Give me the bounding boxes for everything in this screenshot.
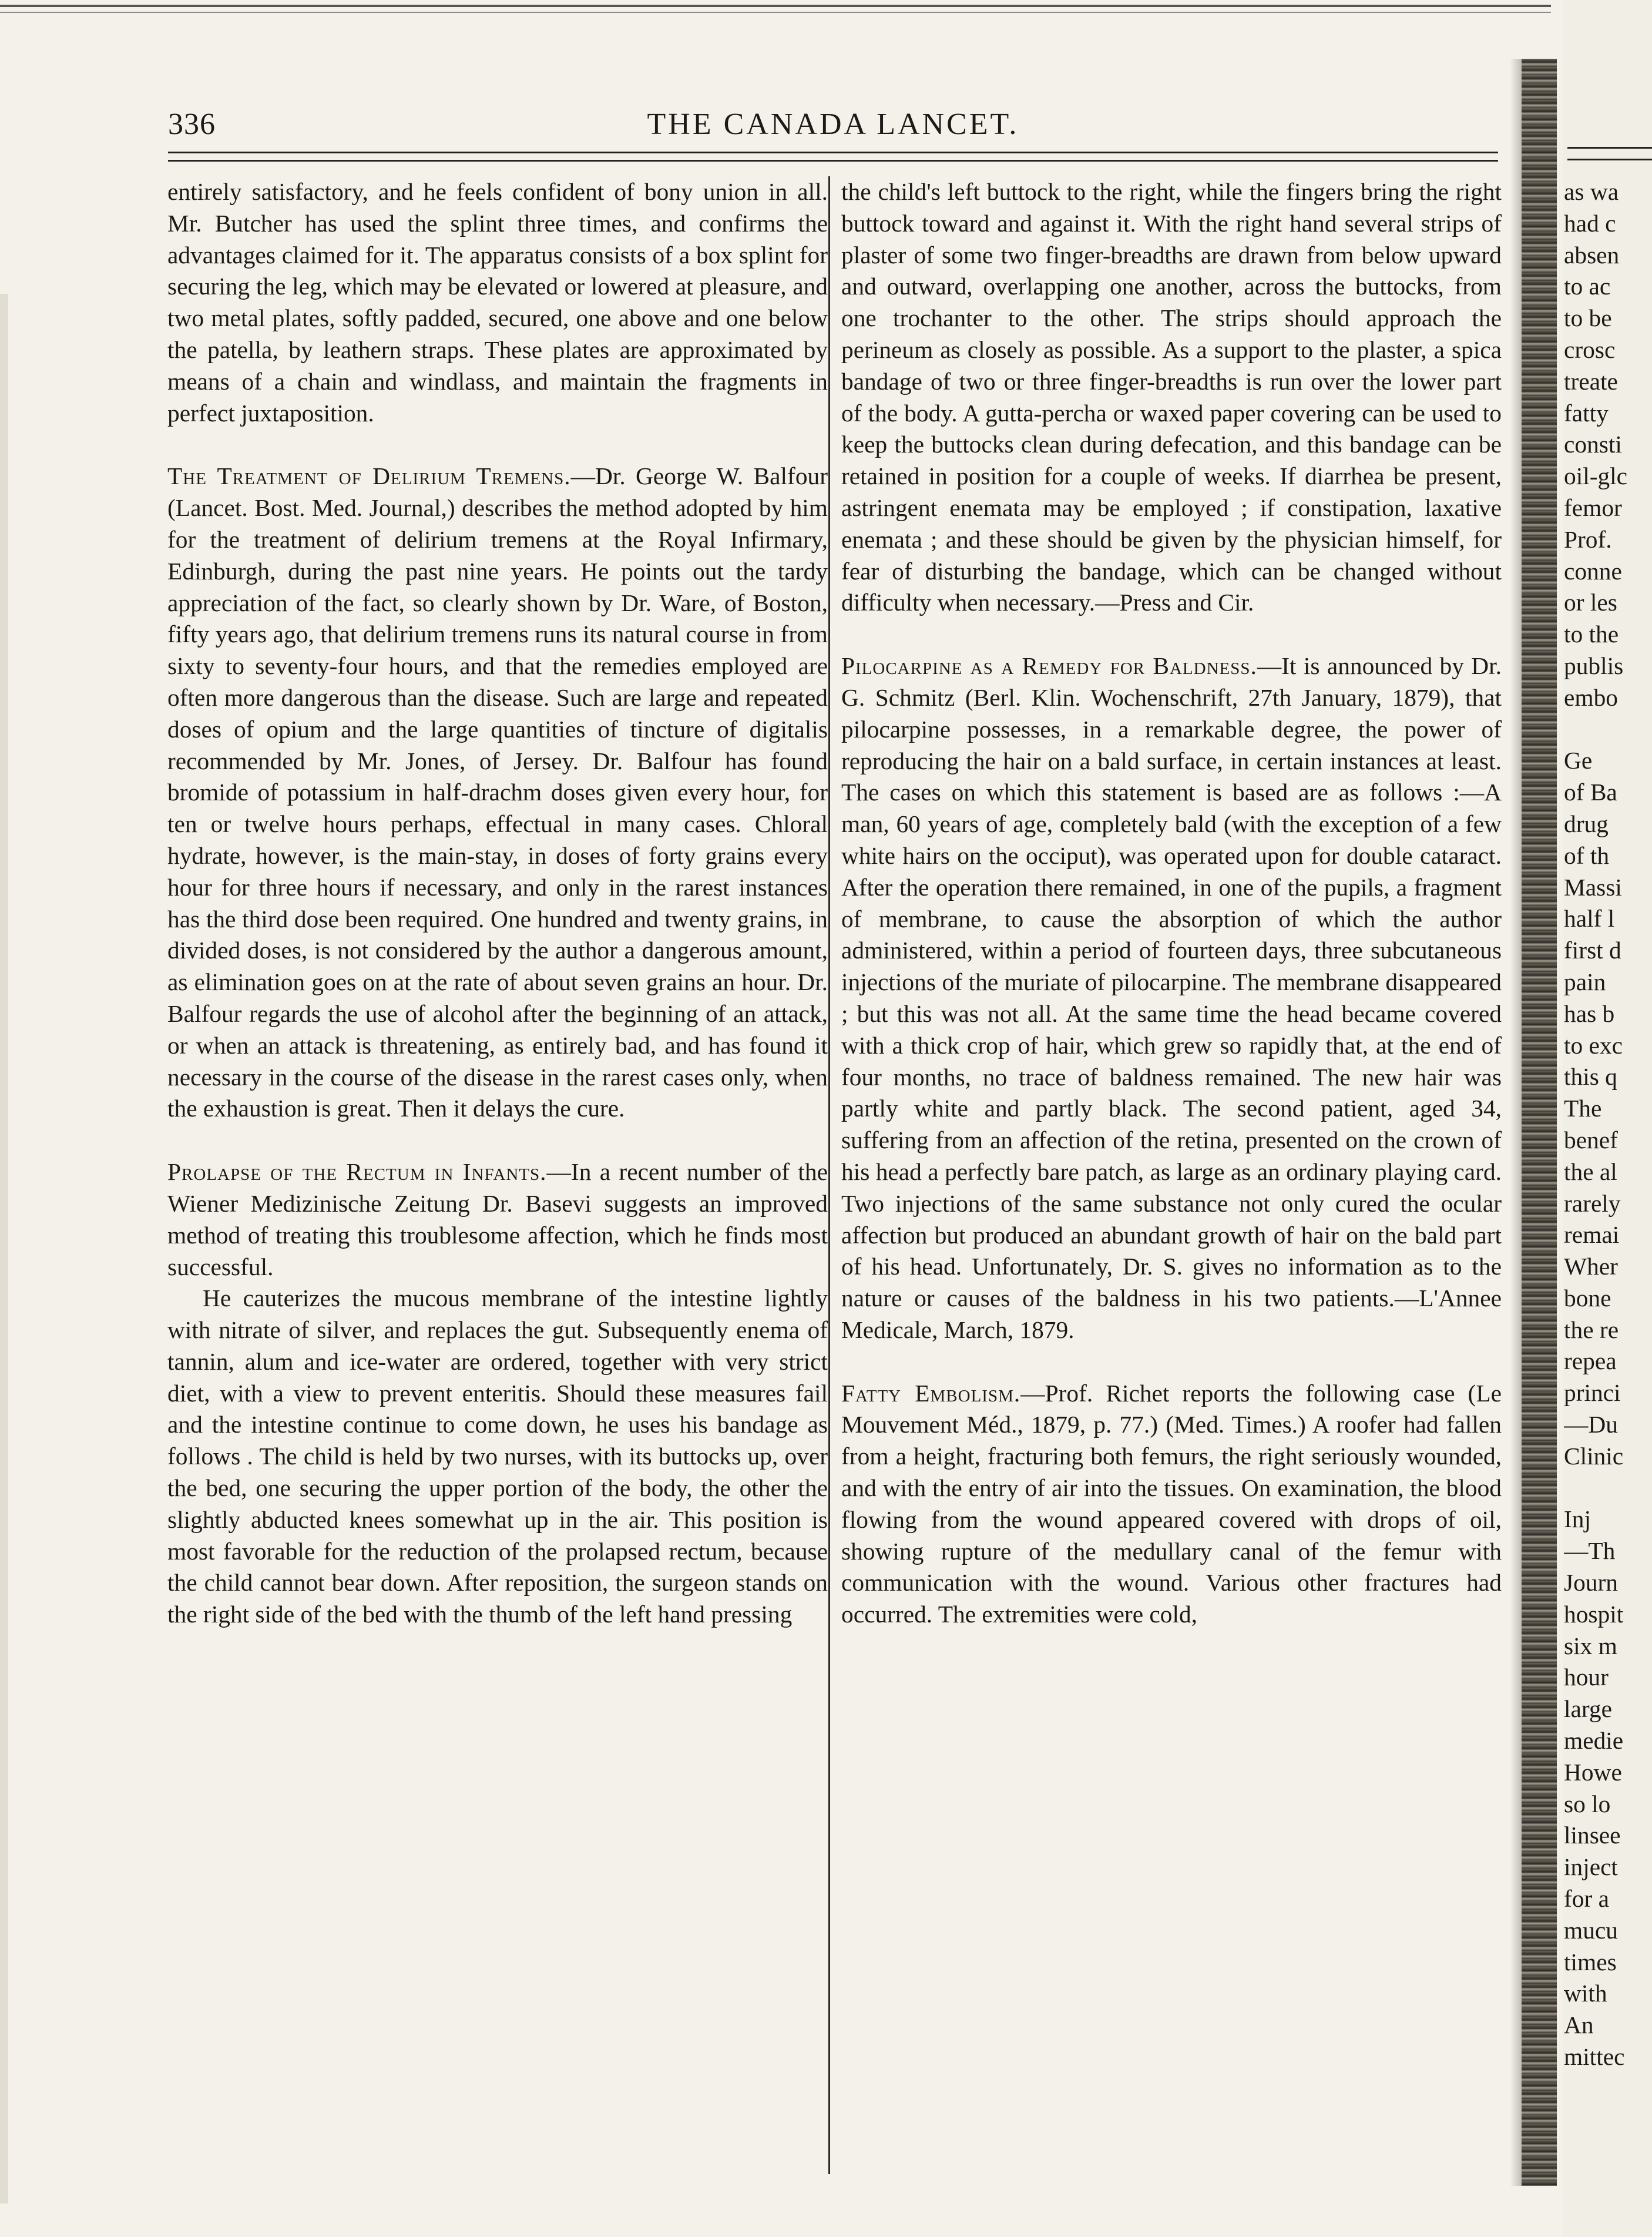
next-page-line: An [1564, 2011, 1594, 2039]
next-page-rule-2 [1567, 159, 1652, 160]
next-page-line: this q [1564, 1063, 1617, 1091]
next-page-line: conne [1564, 557, 1622, 585]
page-header [168, 107, 1498, 142]
body-paragraph [841, 176, 1502, 619]
next-page-line: to be [1564, 304, 1612, 332]
next-page-line: oil-glc [1564, 462, 1628, 490]
next-page-line: half l [1564, 905, 1615, 933]
next-page-line: embo [1564, 683, 1618, 711]
next-page-line: large [1564, 1695, 1612, 1723]
page-edge-shadow [0, 294, 8, 2204]
paragraph-text: the child's left buttock to the right, while the fingers bring the right buttock toward and against it. With the right hand several strips of plaster of some two finger-breadths are drawn from below upward and outward, overlapping one another, across the buttocks, from one trochanter to the other. The strips should approach the perineum as closely as possible. As a support to the plaster, a spica bandage of two or three finger-breadths is run over the lower part of the body. A gutta-percha or waxed paper covering can be used to keep the buttocks clean during defecation, and this bandage can be retained in position for a couple of weeks. If diarrhea be present, astringent enemata may be employed ; if constipation, laxative enemata ; and these should be given by the physician himself, for fear of disturbing the bandage, which can be changed without difficulty when necessary.—Press and Cir. [841, 178, 1502, 616]
article-paragraph [841, 1378, 1502, 1631]
next-page-line: the al [1564, 1158, 1617, 1185]
next-page-line: hospit [1564, 1600, 1624, 1628]
next-page-line: Massi [1564, 873, 1622, 901]
next-page-line: to exc [1564, 1031, 1623, 1059]
article-paragraph [167, 1156, 828, 1283]
next-page-line: princi [1564, 1379, 1621, 1407]
next-page-line: had c [1564, 209, 1616, 237]
article-heading: The Treatment of Delirium Tremens. [167, 462, 571, 490]
paragraph-text: —It is announced by Dr. G. Schmitz (Berl. Klin. Wochenschrift, 27th January, 1879), that pilocarpine possesses, in a remarkable degree, the power of reproducing the hair on a bald surface, in certain instances at least. The cases on which this statement is based are as follows :—A man, 60 years of age, completely bald (with the exception of a few white hairs on the occiput), was operated upon for double cataract. After the operation there remained, in one of the pupils, a fragment of membrane, to cause the absorption of which the author administered, within a period of fourteen days, three subcutaneous injections of the muriate of pilocarpine. The membrane disappeared ; but this was not all. At the same time the head became covered with a thick crop of hair, which grew so rapidly that, at the end of four months, no trace of baldness remained. The new hair was partly white and partly black. The second patient, aged 34, suffering from an affection of the retina, presented on the crown of his head a perfectly bare patch, as large as an ordinary playing card. Two injections of the same substance not only cured the ocular affection but produced an abundant growth of hair on the bald part of his head. Unfortunately, Dr. S. gives no information as to the nature or causes of the baldness in his two patients.—L'Annee Medicale, March, 1879. [841, 652, 1502, 1343]
article-paragraph [167, 461, 828, 1125]
next-page-line: has b [1564, 1000, 1615, 1027]
right-column [841, 176, 1502, 1631]
left-column [167, 176, 828, 1631]
next-page-line: Ge [1564, 747, 1593, 774]
next-page-line: treate [1564, 367, 1618, 395]
next-page-line: The [1564, 1095, 1602, 1122]
next-page-line: medie [1564, 1727, 1624, 1755]
section-gap [841, 619, 1502, 650]
next-page-line: Inj [1564, 1505, 1591, 1533]
next-page-line: remai [1564, 1221, 1620, 1249]
next-page-line: Wher [1564, 1253, 1618, 1280]
next-page-line: hour [1564, 1664, 1609, 1691]
next-page-line: bone [1564, 1284, 1611, 1312]
next-page-line: linsee [1564, 1822, 1621, 1849]
next-page-line: Howe [1564, 1758, 1622, 1786]
next-page-line: femor [1564, 494, 1622, 521]
next-page-rule [1567, 147, 1652, 149]
article-paragraph [841, 650, 1502, 1346]
next-page-line: inject [1564, 1853, 1618, 1881]
header-rule-bottom [168, 160, 1498, 162]
next-page-line: rarely [1564, 1189, 1621, 1217]
top-border-rule [0, 5, 1551, 7]
page-number: 336 [168, 108, 216, 141]
section-gap [841, 1346, 1502, 1378]
next-page-line: to ac [1564, 273, 1611, 300]
next-page-line: so lo [1564, 1790, 1611, 1817]
next-page-line [1564, 714, 1652, 746]
next-page-line: —Th [1564, 1537, 1616, 1565]
article-heading: Pilocarpine as a Remedy for Baldness. [841, 652, 1257, 680]
next-page-line: of Ba [1564, 779, 1617, 806]
next-page-line: absen [1564, 241, 1620, 269]
next-page-line: publis [1564, 652, 1624, 679]
next-page-line: six m [1564, 1632, 1617, 1659]
body-paragraph [167, 1283, 828, 1631]
next-page-line: —Du [1564, 1411, 1618, 1438]
next-page-line: fatty [1564, 399, 1609, 427]
paragraph-text: —Dr. George W. Balfour (Lancet. Bost. Med. Journal,) describes the method adopted by him for the treatment of delirium tremens at the Royal Infirmary, Edinburgh, during the past nine years. He points out the tardy appreciation of the fact, so clearly shown by Dr. Ware, of Boston, fifty years ago, that delirium tremens runs its natural course in from sixty to seventy-four hours, and that the remedies employed are often more dangerous than the disease. Such are large and repeated doses of opium and the large quantities of tincture of digitalis recommended by Mr. Jones, of Jersey. Dr. Balfour has found bromide of potassium in half-drachm doses given every hour, for ten or twelve hours perhaps, effectual in many cases. Chloral hydrate, however, is the main-stay, in doses of forty grains every hour for three hours if necessary, and only in the rarest instances has the third dose been required. One hundred and twenty grains, in divided doses, is not considered by the author a dangerous amount, as elimination goes on at the rate of about seven grains an hour. Dr. Balfour regards the use of alcohol after the beginning of an attack, or when an attack is threatening, as entirely bad, and has found it necessary in the course of the disease in the rarest cases only, when the exhaustion is great. Then it delays the cure. [167, 462, 828, 1122]
header-rule-top [168, 152, 1498, 153]
column-divider [828, 176, 830, 2174]
next-page-line: mittec [1564, 2043, 1625, 2071]
next-page-text [1564, 176, 1652, 2073]
top-border-rule-thin [0, 12, 1551, 13]
next-page-line: of th [1564, 841, 1610, 869]
next-page-line [1564, 1473, 1652, 1504]
next-page-line: for a [1564, 1885, 1609, 1913]
next-page-line: Prof. [1564, 525, 1612, 553]
article-heading: Fatty Embolism. [841, 1379, 1021, 1407]
next-page-line: times [1564, 1948, 1617, 1976]
paragraph-text: —In a recent number of the Wiener Medizinische Zeitung Dr. Basevi suggests an improved method of treating this troublesome affection, which he finds most successful. [167, 1158, 828, 1280]
section-gap [167, 429, 828, 461]
next-page-line: the re [1564, 1316, 1619, 1343]
book-binding [1522, 59, 1557, 2186]
body-paragraph [167, 176, 828, 429]
article-heading: Prolapse of the Rectum in Infants. [167, 1158, 547, 1186]
section-gap [167, 1125, 828, 1156]
next-page-line: Journ [1564, 1569, 1618, 1597]
next-page-line: mucu [1564, 1916, 1618, 1944]
next-page-line: first d [1564, 937, 1621, 964]
next-page-line: pain [1564, 968, 1606, 995]
paragraph-text: entirely satisfactory, and he feels confident of bony union in all. Mr. Butcher has used the splint three times, and confirms the advantages claimed for it. The apparatus consists of a box splint for securing the leg, which may be elevated or lowered at pleasure, and two metal plates, softly padded, secured, one above and one below the patella, by leathern straps. These plates are approximated by means of a chain and windlass, and maintain the fragments in perfect juxtaposition. [167, 178, 828, 427]
next-page-line: Clinic [1564, 1442, 1624, 1470]
next-page-line: with [1564, 1980, 1607, 2007]
next-page-line: benef [1564, 1126, 1618, 1153]
paragraph-text: —Prof. Richet reports the following case (Le Mouvement Méd., 1879, p. 77.) (Med. Times.) A roofer had fallen from a height, fracturing both femurs, the right seriously wounded, and with the entry of air into the tissues. On examination, the blood flowing from the wound appeared covered with drops of oil, showing rupture of the medullary canal of the femur with communication with the wound. Various other fractures had occurred. The extremities were cold, [841, 1379, 1502, 1628]
next-page-line: repea [1564, 1347, 1617, 1375]
next-page-line: or les [1564, 589, 1617, 616]
journal-title: THE CANADA LANCET. [647, 108, 1019, 141]
next-page-line: as wa [1564, 178, 1619, 205]
next-page-line: consti [1564, 431, 1622, 458]
paragraph-text: He cauterizes the mucous membrane of the intestine lightly with nitrate of silver, and replaces the gut. Subsequently enema of tannin, alum and ice-water are ordered, together with very strict diet, with a view to prevent enteritis. Should these measures fail and the intestine continue to come down, he uses his bandage as follows . The child is held by two nurses, with its buttocks up, over the bed, one securing the upper portion of the body, the other the slightly abducted knees somewhat up in the air. This position is most favorable for the reduction of the prolapsed rectum, because the child cannot bear down. After reposition, the surgeon stands on the right side of the bed with the thumb of the left hand pressing [167, 1284, 828, 1628]
next-page-line: drug [1564, 810, 1609, 837]
next-page-line: to the [1564, 621, 1619, 648]
next-page-line: crosc [1564, 336, 1616, 363]
